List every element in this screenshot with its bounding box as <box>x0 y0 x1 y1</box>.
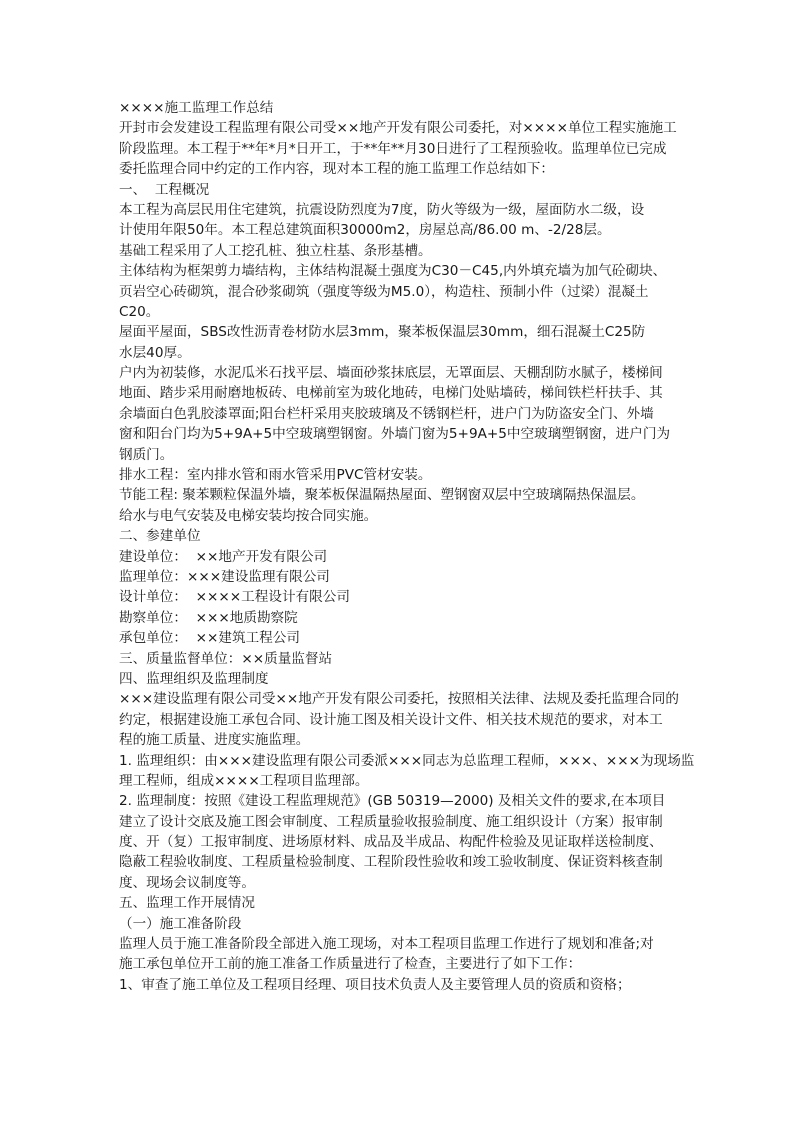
unit-line: 承包单位： ××建筑工程公司 <box>119 630 300 647</box>
document-title: ××××施工监理工作总结 <box>119 100 274 116</box>
section-2-heading: 二、参建单位 <box>119 528 201 545</box>
body-line: 排水工程：室内排水管和雨水管采用PVC管材安装。 <box>119 467 432 484</box>
body-line: 地面、踏步采用耐磨地板砖、电梯前室为玻化地砖，电梯门处贴墙砖，梯间铁栏杆扶手、其 <box>119 385 663 402</box>
body-line: 1. 监理组织：由×××建设监理有限公司委派×××同志为总监理工程师，×××、×××为现场监 <box>119 752 695 769</box>
section-2-body <box>119 547 679 649</box>
intro-line: 阶段监理。本工程于**年*月*日开工，于**年**月30日进行了工程预验收。监理单位已完成 <box>119 140 667 157</box>
body-line: 页岩空心砖砌筑，混合砂浆砌筑（强度等级为M5.0），构造柱、预制小件（过梁）混凝土 <box>119 283 649 300</box>
body-line: 屋面平屋面，SBS改性沥青卷材防水层3mm，聚苯板保温层30mm，细石混凝土C25防 <box>119 324 646 341</box>
body-line: 施工承包单位开工前的施工准备工作质量进行了检查，主要进行了如下工作： <box>119 956 582 973</box>
unit-line: 建设单位： ××地产开发有限公司 <box>119 548 328 565</box>
body-line: C20。 <box>119 303 160 320</box>
body-line: 余墙面白色乳胶漆罩面;阳台栏杆采用夹胶玻璃及不锈钢栏杆，进户门为防盗安全门、外墙 <box>119 405 654 422</box>
body-line: 计使用年限50年。本工程总建筑面积30000m2，房屋总高/86.00 m、-2/28层。 <box>119 222 611 239</box>
section-3-heading: 三、质量监督单位：××质量监督站 <box>119 650 333 667</box>
body-line: 节能工程: 聚苯颗粒保温外墙，聚苯板保温隔热屋面、塑钢窗双层中空玻璃隔热保温层。 <box>119 487 645 504</box>
section-1-heading: 一、 工程概况 <box>119 181 210 198</box>
body-line: 主体结构为框架剪力墙结构，主体结构混凝土强度为C30－C45,内外填充墙为加气砼砌块、 <box>119 263 667 280</box>
body-line: 约定，根据建设施工承包合同、设计施工图及相关设计文件、相关技术规范的要求，对本工 <box>119 711 663 728</box>
body-line: 1、审查了施工单位及工程项目经理、项目技术负责人及主要管理人员的资质和资格； <box>119 976 631 993</box>
body-line: 窗和阳台门均为5+9A+5中空玻璃塑钢窗。外墙门窗为5+9A+5中空玻璃塑钢窗，进户门为 <box>119 426 671 443</box>
body-line: 钢质门。 <box>119 446 174 463</box>
body-line: 程的施工质量、进度实施监理。 <box>119 732 310 749</box>
unit-line: 监理单位：×××建设监理有限公司 <box>119 568 330 585</box>
body-line: 户内为初装修，水泥瓜米石找平层、墙面砂浆抹底层，无罩面层、天棚刮防水腻子，楼梯间 <box>119 365 663 382</box>
body-line: 隐蔽工程验收制度、工程质量检验制度、工程阶段性验收和竣工验收制度、保证资料核查制 <box>119 854 663 871</box>
section-4-body <box>119 689 695 893</box>
body-line: 给水与电气安装及电梯安装均按合同实施。 <box>119 507 378 524</box>
unit-line: 设计单位： ××××工程设计有限公司 <box>119 589 350 606</box>
section-5-body <box>119 934 679 995</box>
unit-line: 勘察单位： ×××地质勘察院 <box>119 609 298 626</box>
body-line: ×××建设监理有限公司受××地产开发有限公司委托，按照相关法律、法规及委托监理合同的 <box>119 691 679 708</box>
body-line: 理工程师，组成××××工程项目监理部。 <box>119 772 369 789</box>
body-line: 度、开（复）工报审制度、进场原材料、成品及半成品、构配件检验及见证取样送检制度、 <box>119 834 663 851</box>
section-5-subheading: （一）施工准备阶段 <box>119 915 242 932</box>
body-line: 本工程为高层民用住宅建筑，抗震设防烈度为7度，防火等级为一级，屋面防水二级，设 <box>119 201 645 218</box>
body-line: 度、现场会议制度等。 <box>119 874 255 891</box>
section-5-heading: 五、监理工作开展情况 <box>119 895 255 912</box>
body-line: 基础工程采用了人工挖孔桩、独立柱基、条形基槽。 <box>119 242 432 259</box>
body-line: 2. 监理制度：按照《建设工程监理规范》(GB 50319—2000) 及相关文件的要求,在本项目 <box>119 793 666 810</box>
intro-line: 委托监理合同中约定的工作内容，现对本工程的施工监理工作总结如下： <box>119 161 554 178</box>
section-4-heading: 四、监理组织及监理制度 <box>119 670 269 687</box>
intro-line: 开封市会发建设工程监理有限公司受××地产开发有限公司委托，对××××单位工程实施施工 <box>119 120 677 137</box>
intro-paragraph <box>119 118 679 179</box>
body-line: 监理人员于施工准备阶段全部进入施工现场，对本工程项目监理工作进行了规划和准备;对 <box>119 936 654 953</box>
body-line: 建立了设计交底及施工图会审制度、工程质量验收报验制度、施工组织设计（方案）报审制 <box>119 813 663 830</box>
section-1-body <box>119 200 679 526</box>
document-page <box>119 98 695 995</box>
body-line: 水层40厚。 <box>119 344 191 361</box>
